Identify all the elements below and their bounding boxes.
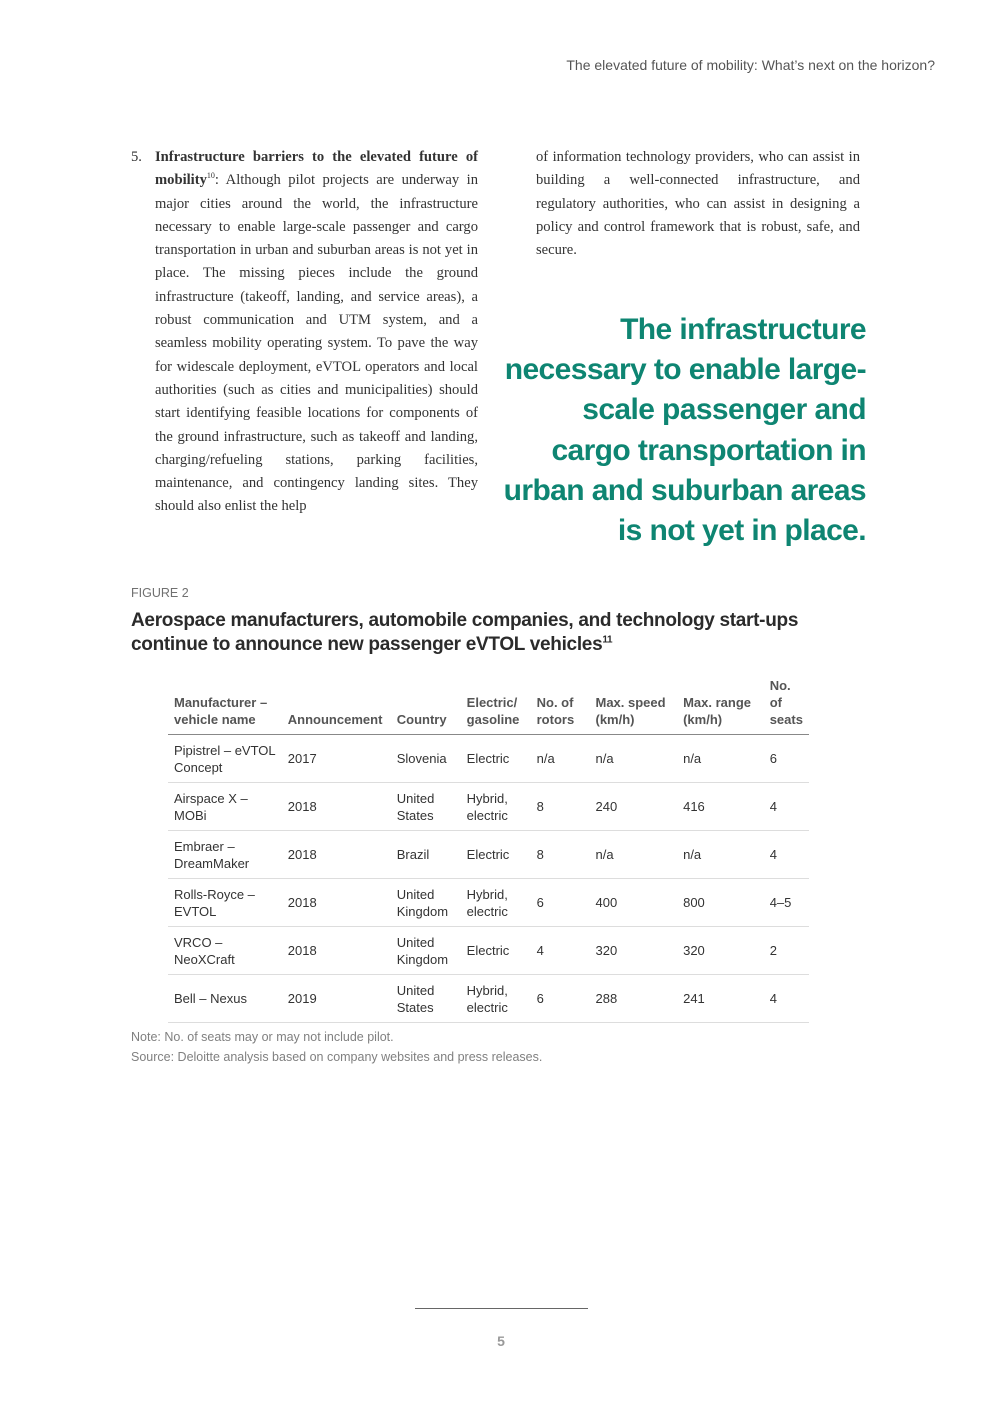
column-header-speed: Max. speed (km/h) bbox=[590, 673, 678, 735]
cell-rotors: 6 bbox=[531, 879, 590, 927]
item-heading-footnote-ref[interactable]: 10 bbox=[206, 171, 215, 181]
cell-speed: n/a bbox=[590, 831, 678, 879]
cell-announcement: 2017 bbox=[282, 735, 391, 783]
cell-power: Hybrid, electric bbox=[461, 975, 531, 1023]
table-row bbox=[168, 831, 809, 879]
item-heading: Infrastructure barriers to the elevated future of mobility bbox=[155, 149, 478, 189]
cell-seats: 6 bbox=[764, 735, 809, 783]
column-header-range: Max. range (km/h) bbox=[677, 673, 764, 735]
cell-range: 800 bbox=[677, 879, 764, 927]
page-number: 5 bbox=[497, 1333, 505, 1349]
table-row bbox=[168, 783, 809, 831]
cell-country: Brazil bbox=[391, 831, 461, 879]
figure-label: FIGURE 2 bbox=[131, 586, 189, 600]
column-header-manufacturer: Manufacturer – vehicle name bbox=[168, 673, 282, 735]
cell-speed: 320 bbox=[590, 927, 678, 975]
pullquote: The infrastructure necessary to enable large-scale passenger and cargo transportation in urban and suburban areas is not yet in place. bbox=[503, 313, 866, 548]
column-header-country: Country bbox=[391, 673, 461, 735]
cell-speed: 288 bbox=[590, 975, 678, 1023]
cell-rotors: 8 bbox=[531, 783, 590, 831]
cell-country: United States bbox=[391, 975, 461, 1023]
cell-country: Slovenia bbox=[391, 735, 461, 783]
table-row bbox=[168, 927, 809, 975]
cell-power: Hybrid, electric bbox=[461, 783, 531, 831]
cell-rotors: 8 bbox=[531, 831, 590, 879]
table-row bbox=[168, 735, 809, 783]
cell-country: United Kingdom bbox=[391, 879, 461, 927]
cell-seats: 4–5 bbox=[764, 879, 809, 927]
cell-power: Electric bbox=[461, 831, 531, 879]
running-header: The elevated future of mobility: What’s next on the horizon? bbox=[566, 57, 935, 73]
cell-manufacturer: VRCO – NeoXCraft bbox=[168, 927, 282, 975]
cell-range: 416 bbox=[677, 783, 764, 831]
evtol-vehicles-table bbox=[168, 673, 809, 1023]
cell-manufacturer: Bell – Nexus bbox=[168, 975, 282, 1023]
cell-manufacturer: Airspace X – MOBi bbox=[168, 783, 282, 831]
table-row bbox=[168, 879, 809, 927]
figure-title-footnote-ref[interactable]: 11 bbox=[602, 634, 613, 646]
column-header-rotors: No. of rotors bbox=[531, 673, 590, 735]
cell-speed: 400 bbox=[590, 879, 678, 927]
column-header-announcement: Announcement bbox=[282, 673, 391, 735]
cell-seats: 4 bbox=[764, 975, 809, 1023]
cell-speed: n/a bbox=[590, 735, 678, 783]
cell-manufacturer: Embraer – DreamMaker bbox=[168, 831, 282, 879]
cell-seats: 2 bbox=[764, 927, 809, 975]
cell-rotors: 6 bbox=[531, 975, 590, 1023]
column-header-seats: No. of seats bbox=[764, 673, 809, 735]
cell-announcement: 2019 bbox=[282, 975, 391, 1023]
figure-title bbox=[131, 609, 831, 657]
figure-notes bbox=[131, 1027, 542, 1067]
figure-title-text: Aerospace manufacturers, automobile companies, and technology start-ups continue to announce new passenger eVTOL vehicles bbox=[131, 610, 799, 655]
column-header-power: Electric/ gasoline bbox=[461, 673, 531, 735]
cell-country: United States bbox=[391, 783, 461, 831]
cell-announcement: 2018 bbox=[282, 831, 391, 879]
table-header-row bbox=[168, 673, 809, 735]
footer-divider bbox=[415, 1308, 588, 1309]
cell-power: Electric bbox=[461, 927, 531, 975]
cell-manufacturer: Rolls-Royce – EVTOL bbox=[168, 879, 282, 927]
cell-country: United Kingdom bbox=[391, 927, 461, 975]
figure-note: Note: No. of seats may or may not include pilot. bbox=[131, 1030, 394, 1044]
cell-announcement: 2018 bbox=[282, 783, 391, 831]
cell-seats: 4 bbox=[764, 831, 809, 879]
cell-range: n/a bbox=[677, 735, 764, 783]
left-column bbox=[131, 146, 478, 519]
table-row bbox=[168, 975, 809, 1023]
cell-rotors: 4 bbox=[531, 927, 590, 975]
figure-source: Source: Deloitte analysis based on company websites and press releases. bbox=[131, 1050, 543, 1064]
cell-seats: 4 bbox=[764, 783, 809, 831]
right-column bbox=[536, 146, 860, 262]
list-item-body bbox=[155, 146, 478, 519]
item-text: : Although pilot projects are underway in major cities around the world, the infrastructure necessary to enable large-scale passenger and cargo transportation in urban and suburban areas is not yet in place. The missing pieces include the ground infrastructure (takeoff, landing, and service areas), a robust communication and UTM system, and a seamless mobility operating system. To pave the way for widescale deployment, eVTOL operators and local authorities (such as cities and municipalities) should start identifying feasible locations for components of the ground infrastructure, such as takeoff and landing, charging/refueling stations, parking facilities, maintenance, and contingency landing sites. They should also enlist the help bbox=[155, 172, 478, 515]
cell-speed: 240 bbox=[590, 783, 678, 831]
cell-announcement: 2018 bbox=[282, 879, 391, 927]
cell-power: Hybrid, electric bbox=[461, 879, 531, 927]
cell-range: n/a bbox=[677, 831, 764, 879]
right-column-text: of information technology providers, who can assist in building a well-connected infrastructure, and regulatory authorities, who can assist in designing a policy and control framework that is robust, safe, and secure. bbox=[536, 149, 860, 259]
list-number: 5. bbox=[131, 149, 142, 165]
cell-power: Electric bbox=[461, 735, 531, 783]
cell-manufacturer: Pipistrel – eVTOL Concept bbox=[168, 735, 282, 783]
cell-range: 241 bbox=[677, 975, 764, 1023]
cell-rotors: n/a bbox=[531, 735, 590, 783]
cell-range: 320 bbox=[677, 927, 764, 975]
cell-announcement: 2018 bbox=[282, 927, 391, 975]
